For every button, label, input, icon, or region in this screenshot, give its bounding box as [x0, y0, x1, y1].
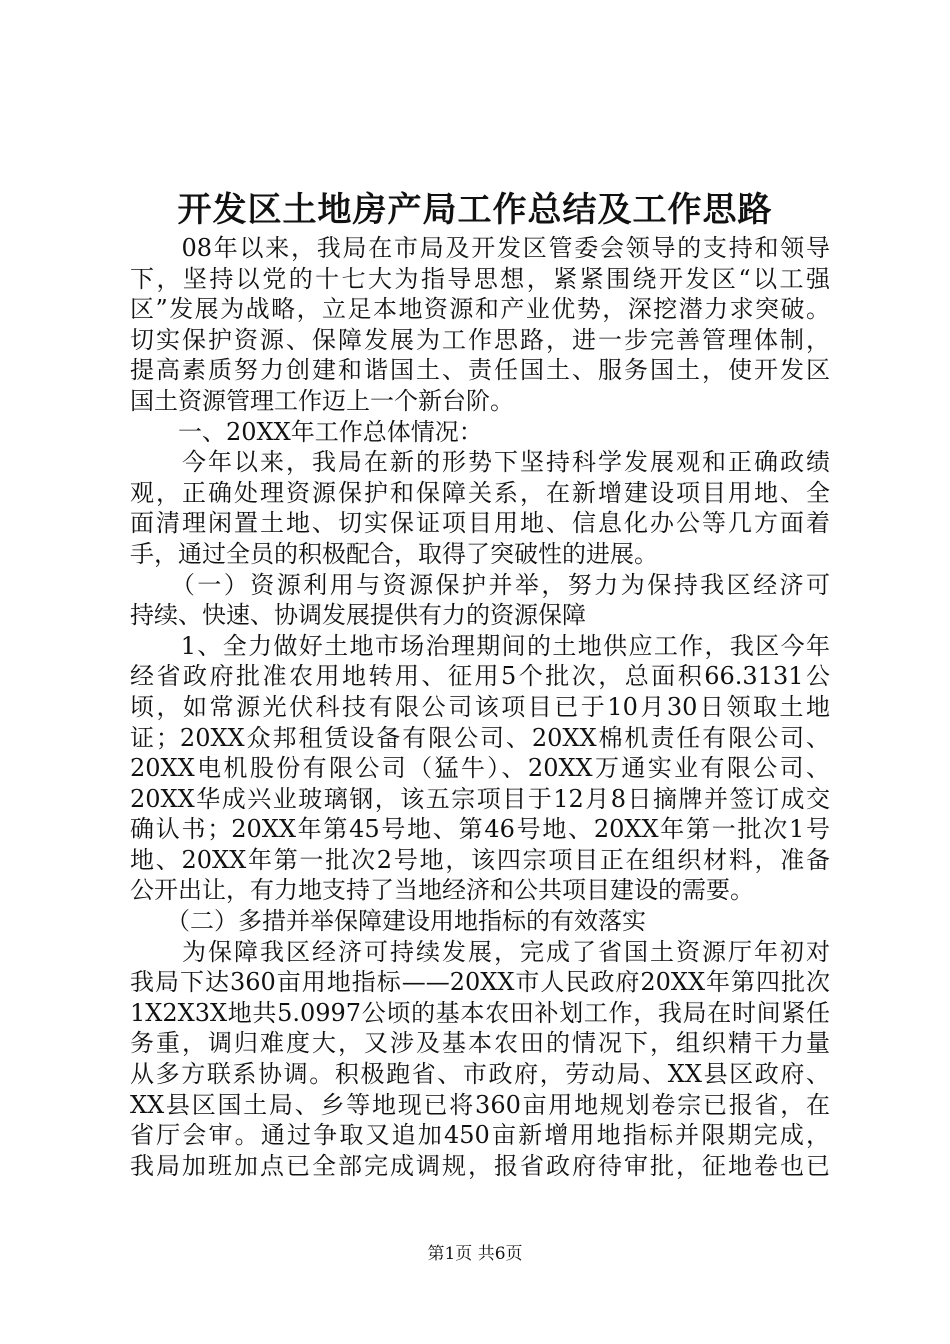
document-title: 开发区土地房产局工作总结及工作思路: [177, 190, 773, 230]
body-line: 08年以来，我局在市局及开发区管委会领导的支持和领导: [130, 234, 830, 262]
body-line: 切实保护资源、保障发展为工作思路，进一步完善管理体制，: [130, 325, 830, 354]
body-line: 证；20XX众邦租赁设备有限公司、20XX棉机责任有限公司、: [130, 723, 830, 752]
body-line: 下，坚持以党的十七大为指导思想，紧紧围绕开发区“以工强: [130, 264, 830, 293]
body-line: 顷，如常源光伏科技有限公司该项目已于10月30日领取土地: [130, 692, 830, 721]
body-line: 确认书；20XX年第45号地、第46号地、20XX年第一批次1号: [130, 815, 830, 844]
body-line: 一、20XX年工作总体情况：: [130, 417, 483, 446]
body-line: 务重，调归难度大，又涉及基本农田的情况下，组织精干力量: [130, 1029, 830, 1058]
body-line: （二）多措并举保障建设用地指标的有效落实: [130, 907, 646, 936]
body-line: 手，通过全员的积极配合，取得了突破性的进展。: [130, 539, 658, 568]
body-line: 20XX华成兴业玻璃钢，该五宗项目于12月8日摘牌并签订成交: [130, 784, 830, 813]
body-line: 20XX电机股份有限公司（猛牛）、20XX万通实业有限公司、: [130, 754, 830, 783]
body-line: 国土资源管理工作迈上一个新台阶。: [130, 386, 514, 415]
body-line: 我局加班加点已全部完成调规，报省政府待审批，征地卷也已: [130, 1151, 830, 1180]
body-line: 1、全力做好土地市场治理期间的土地供应工作，我区今年: [130, 631, 830, 660]
body-line: 1X2X3X地共5.0997公顷的基本农田补划工作，我局在时间紧任: [130, 998, 830, 1027]
body-line: 今年以来，我局在新的形势下坚持科学发展观和正确政绩: [130, 448, 830, 477]
page-number-footer: 第1页 共6页: [427, 1244, 523, 1264]
body-line: 提高素质努力创建和谐国土、责任国土、服务国土，使开发区: [130, 356, 830, 385]
body-line: 面清理闲置土地、切实保证项目用地、信息化办公等几方面着: [130, 509, 830, 538]
body-line: 为保障我区经济可持续发展，完成了省国土资源厅年初对: [130, 937, 830, 966]
body-line: 我局下达360亩用地指标——20XX市人民政府20XX年第四批次: [130, 968, 830, 997]
body-line: 公开出让，有力地支持了当地经济和公共项目建设的需要。: [130, 876, 754, 905]
body-line: 从多方联系协调。积极跑省、市政府，劳动局、XX县区政府、: [130, 1060, 830, 1089]
body-line: 经省政府批准农用地转用、征用5个批次，总面积66.3131公: [130, 662, 830, 691]
document-body: [130, 233, 830, 1181]
body-line: 地、20XX年第一批次2号地，该四宗项目正在组织材料，准备: [130, 845, 830, 874]
body-line: 持续、快速、协调发展提供有力的资源保障: [130, 601, 586, 630]
body-line: 区”发展为战略，立足本地资源和产业优势，深挖潜力求突破。: [130, 295, 830, 324]
body-line: 省厅会审。通过争取又追加450亩新增用地指标并限期完成，: [130, 1121, 830, 1150]
body-line: （一）资源利用与资源保护并举，努力为保持我区经济可: [130, 570, 830, 599]
body-line: XX县区国土局、乡等地现已将360亩用地规划卷宗已报省，在: [130, 1090, 830, 1119]
body-line: 观，正确处理资源保护和保障关系，在新增建设项目用地、全: [130, 478, 830, 507]
